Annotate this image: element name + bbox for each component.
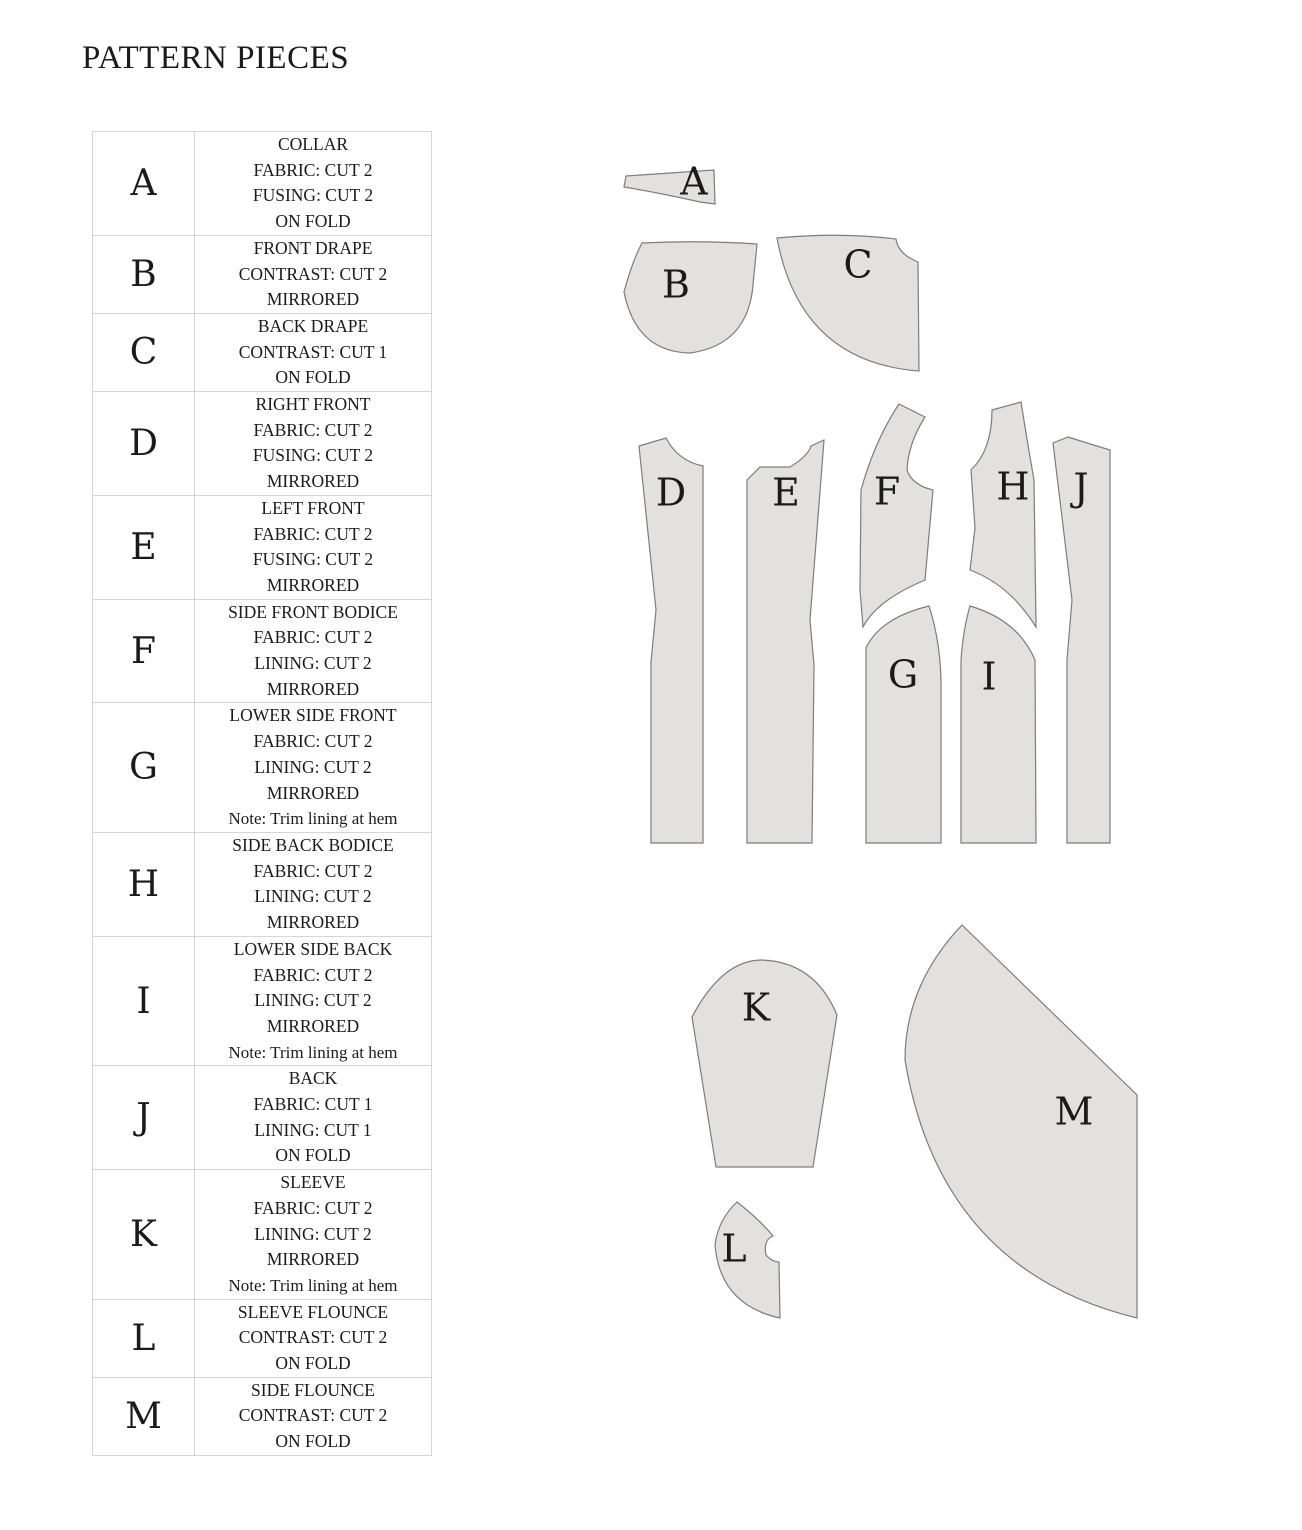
piece-description-line: MIRRORED bbox=[266, 289, 360, 310]
piece-letter: L bbox=[93, 1299, 195, 1377]
piece-letter: F bbox=[93, 599, 195, 703]
piece-e-label: E bbox=[772, 470, 800, 515]
piece-description-line: FABRIC: CUT 1 bbox=[253, 1094, 373, 1115]
piece-description-line: SLEEVE bbox=[280, 1172, 346, 1193]
piece-k bbox=[692, 960, 837, 1167]
piece-f-label: F bbox=[873, 469, 901, 514]
piece-description-line: MIRRORED bbox=[266, 574, 360, 595]
piece-b-label: B bbox=[662, 262, 690, 307]
piece-description-line: LINING: CUT 2 bbox=[254, 1223, 372, 1244]
piece-description-line: FABRIC: CUT 2 bbox=[253, 523, 373, 544]
piece-description-line: FABRIC: CUT 2 bbox=[253, 964, 373, 985]
piece-description-line: FUSING: CUT 2 bbox=[252, 185, 374, 206]
piece-description-line: FRONT DRAPE bbox=[253, 237, 373, 258]
piece-description-line: RIGHT FRONT bbox=[255, 394, 371, 415]
piece-description-line: ON FOLD bbox=[275, 367, 351, 388]
piece-description-line: ON FOLD bbox=[275, 1431, 351, 1452]
piece-description-line: Note: Trim lining at hem bbox=[228, 809, 398, 829]
piece-description-line: CONTRAST: CUT 2 bbox=[238, 1405, 388, 1426]
piece-letter: B bbox=[93, 235, 195, 313]
piece-e bbox=[747, 440, 824, 843]
piece-description-line: LINING: CUT 2 bbox=[254, 886, 372, 907]
piece-description-line: ON FOLD bbox=[275, 1353, 351, 1374]
piece-d-label: D bbox=[655, 470, 687, 515]
piece-description-line: ON FOLD bbox=[275, 211, 351, 232]
piece-description-line: FABRIC: CUT 2 bbox=[253, 860, 373, 881]
piece-i bbox=[961, 606, 1036, 843]
piece-letter: C bbox=[93, 313, 195, 391]
piece-description-line: LEFT FRONT bbox=[261, 497, 365, 518]
piece-d bbox=[639, 438, 703, 843]
piece-h-label: H bbox=[996, 464, 1030, 509]
piece-description-line: Note: Trim lining at hem bbox=[228, 1042, 398, 1062]
piece-j-label: J bbox=[1073, 465, 1089, 510]
piece-description-line: FUSING: CUT 2 bbox=[252, 549, 374, 570]
piece-description-line: LINING: CUT 2 bbox=[254, 756, 372, 777]
piece-description-line: SIDE BACK BODICE bbox=[232, 834, 394, 855]
piece-c-label: C bbox=[843, 242, 873, 287]
piece-description-line: MIRRORED bbox=[266, 912, 360, 933]
piece-g-label: G bbox=[887, 652, 919, 697]
piece-description-line: FABRIC: CUT 2 bbox=[253, 627, 373, 648]
piece-description-line: MIRRORED bbox=[266, 678, 360, 699]
piece-description-line: CONTRAST: CUT 2 bbox=[238, 1327, 388, 1348]
piece-description-line: LOWER SIDE FRONT bbox=[229, 705, 397, 726]
piece-b bbox=[624, 242, 757, 353]
piece-description-line: LOWER SIDE BACK bbox=[233, 938, 393, 959]
piece-description-line: SIDE FLOUNCE bbox=[251, 1379, 375, 1400]
piece-description-line: MIRRORED bbox=[266, 1249, 360, 1270]
piece-description-line: FABRIC: CUT 2 bbox=[253, 1197, 373, 1218]
piece-letter: D bbox=[93, 392, 195, 496]
piece-k-label: K bbox=[741, 985, 771, 1030]
piece-f bbox=[860, 404, 933, 627]
piece-description-line: FABRIC: CUT 2 bbox=[253, 419, 373, 440]
piece-l-label: L bbox=[721, 1226, 747, 1271]
piece-description-line: LINING: CUT 2 bbox=[254, 990, 372, 1011]
piece-description-line: BACK bbox=[288, 1068, 338, 1089]
piece-description-line: Note: Trim lining at hem bbox=[228, 1275, 398, 1295]
piece-description-line: MIRRORED bbox=[266, 471, 360, 492]
piece-a-label: A bbox=[680, 159, 708, 204]
piece-letter: J bbox=[93, 1066, 195, 1170]
piece-m bbox=[905, 925, 1137, 1318]
piece-description-line: SIDE FRONT BODICE bbox=[228, 601, 398, 622]
piece-description-line: CONTRAST: CUT 2 bbox=[238, 263, 388, 284]
piece-a bbox=[624, 160, 715, 205]
piece-letter: A bbox=[93, 132, 195, 236]
piece-description-line: COLLAR bbox=[278, 134, 348, 154]
piece-description-line: LINING: CUT 2 bbox=[254, 653, 372, 674]
piece-j bbox=[1053, 437, 1110, 843]
piece-letter: E bbox=[93, 495, 195, 599]
piece-description-line: BACK DRAPE bbox=[257, 315, 369, 336]
piece-description-line: ON FOLD bbox=[275, 1145, 351, 1166]
piece-l bbox=[715, 1202, 780, 1318]
piece-description-line: SLEEVE FLOUNCE bbox=[237, 1301, 389, 1322]
piece-description-line: MIRRORED bbox=[266, 1015, 360, 1036]
piece-i-label: I bbox=[981, 654, 997, 699]
piece-letter: M bbox=[93, 1377, 195, 1455]
piece-description-line: FUSING: CUT 2 bbox=[252, 445, 374, 466]
piece-g bbox=[866, 606, 941, 843]
piece-description-line: LINING: CUT 1 bbox=[254, 1119, 372, 1140]
piece-c bbox=[777, 235, 919, 371]
piece-letter: G bbox=[93, 703, 195, 833]
piece-h bbox=[970, 402, 1036, 627]
piece-m-label: M bbox=[1054, 1089, 1094, 1134]
piece-description-line: FABRIC: CUT 2 bbox=[253, 159, 373, 180]
page-title: PATTERN PIECES bbox=[82, 40, 350, 76]
piece-letter: K bbox=[93, 1170, 195, 1300]
piece-description-line: MIRRORED bbox=[266, 782, 360, 803]
piece-description-line: FABRIC: CUT 2 bbox=[253, 731, 373, 752]
piece-letter: I bbox=[93, 936, 195, 1066]
piece-letter: H bbox=[93, 832, 195, 936]
piece-description-line: CONTRAST: CUT 1 bbox=[238, 341, 388, 362]
